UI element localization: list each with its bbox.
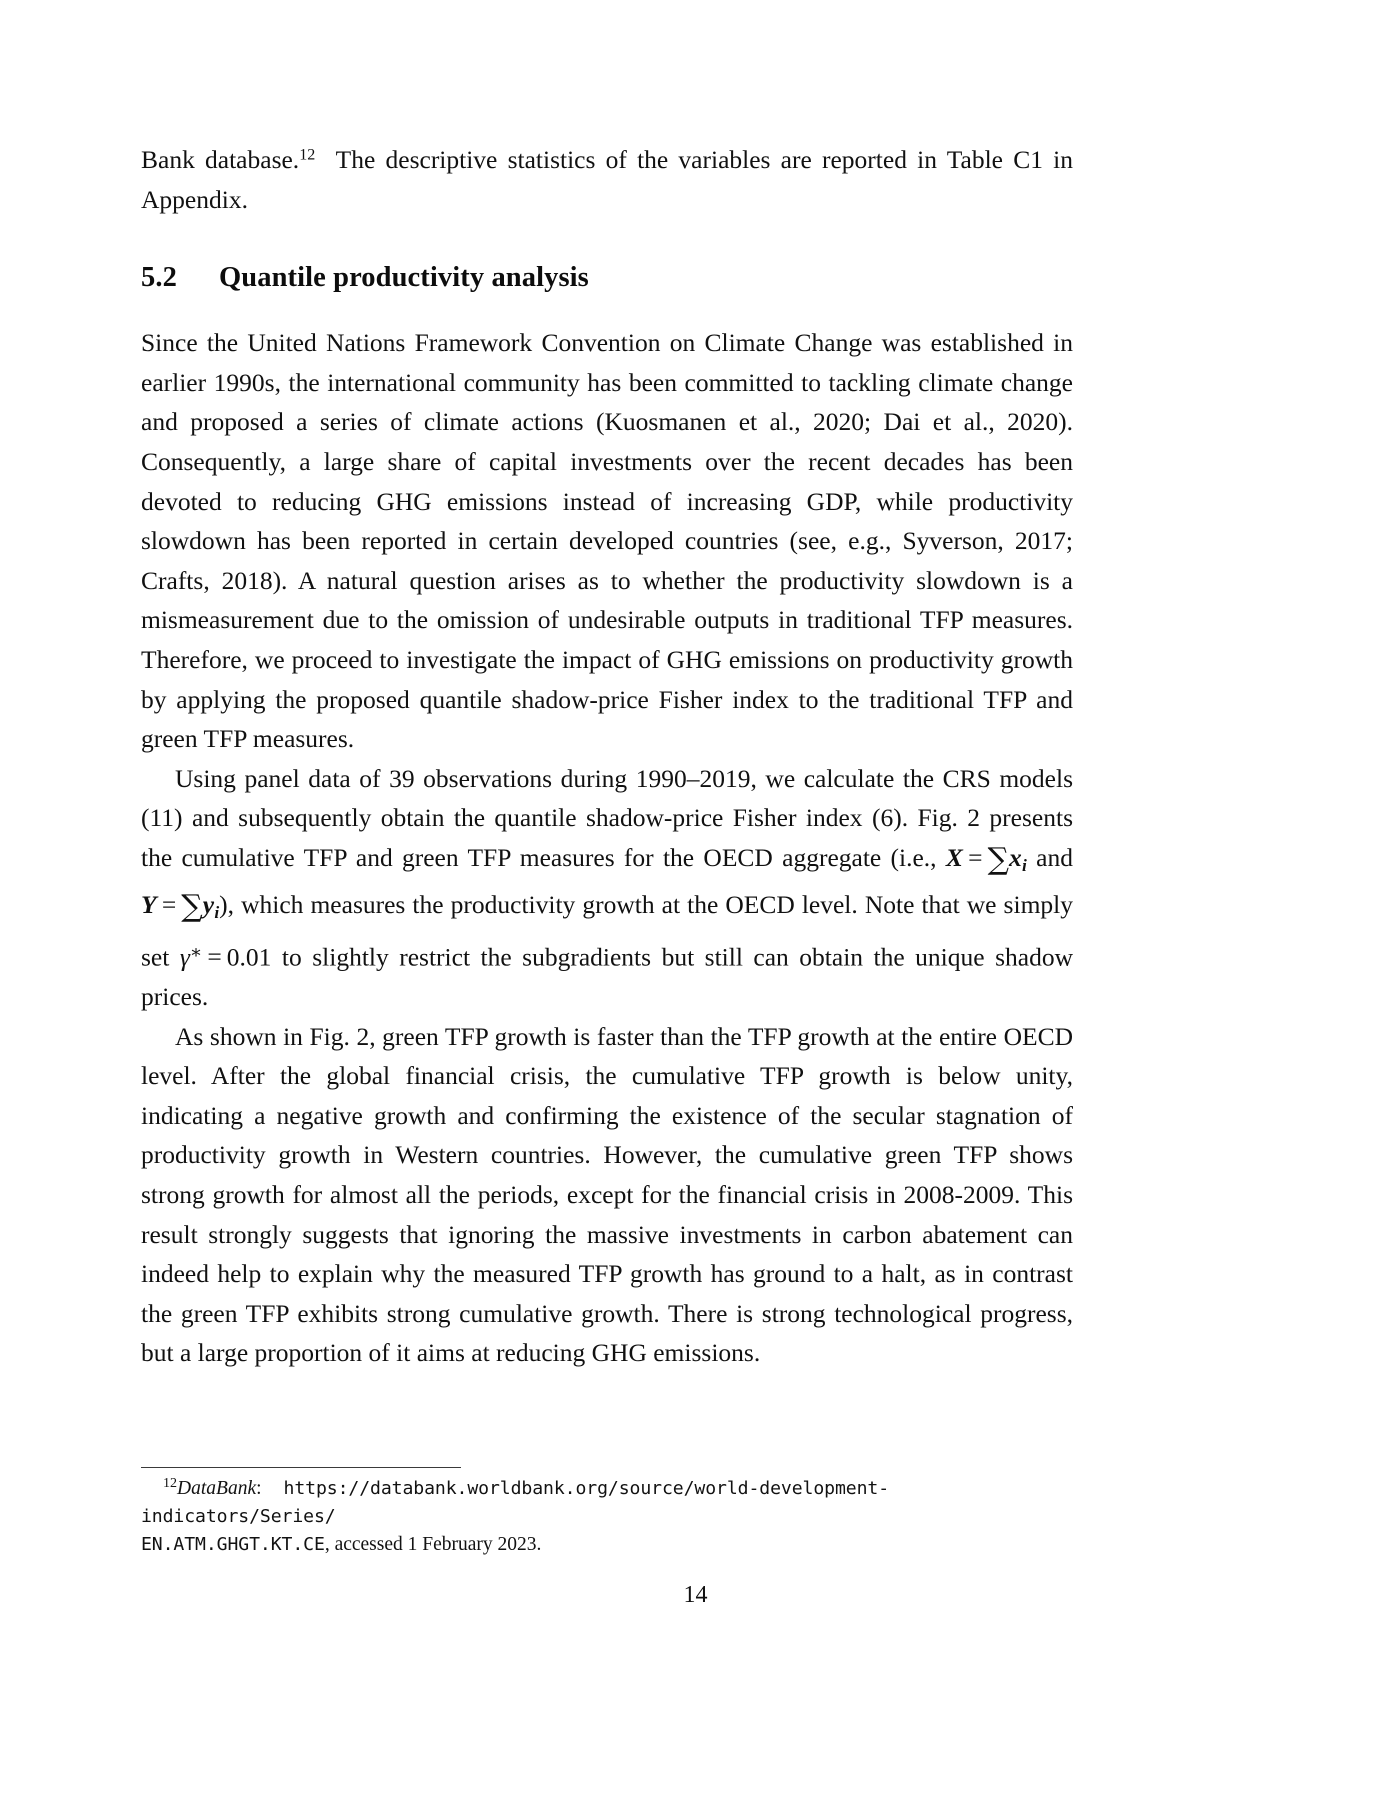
section-heading-5-2 — [141, 261, 1073, 295]
paragraph-unfccc: Since the United Nations Framework Convention on Climate Change was established in earlier 1990s, the international community has been committed to tackling climate change and proposed a series of climate actions (Kuosmanen et al., 2020; Dai et al., 2020). Consequently, a large share of capital investments over the recent decades has been devoted to reducing GHG emissions instead of increasing GDP, while productivity slowdown has been reported in certain developed countries (see, e.g., Syverson, 2017; Crafts, 2018). A natural question arises as to whether the productivity slowdown is a mismeasurement due to the omission of undesirable outputs in traditional TFP measures. Therefore, we proceed to investigate the impact of GHG emissions on productivity growth by applying the proposed quantile shadow-price Fisher index to the traditional TFP and green TFP measures. — [141, 328, 1073, 754]
footnote-access-note: , accessed 1 February 2023. — [324, 1534, 542, 1555]
paragraph-fig2-results: As shown in Fig. 2, green TFP growth is faster than the TFP growth at the entire OECD level. After the global financial crisis, the cumulative TFP growth is below unity, indicating a negative growth and confirming the existence of the secular stagnation of productivity growth in Western countries. However, the cumulative green TFP shows strong growth for almost all the periods, except for the financial crisis in 2008-2009. This result strongly suggests that ignoring the massive investments in carbon abatement can indeed help to explain why the measured TFP growth has ground to a halt, as in contrast the green TFP exhibits strong cumulative growth. There is strong technological progress, but a large proportion of it aims at reducing GHG emissions. — [141, 1021, 1073, 1368]
math-subscript-i-2: i — [214, 903, 220, 923]
math-symbol-y: y — [202, 890, 215, 920]
intro-text-before-footnote: Bank database. — [141, 145, 300, 174]
footnote-url-line-1[interactable]: https://databank.worldbank.org/source/world-development-indicators/Series/ — [141, 1478, 890, 1527]
footnote-colon: : — [256, 1478, 262, 1499]
intro-paragraph — [141, 140, 1073, 219]
math-symbol-X: X — [945, 842, 964, 872]
panel-data-segment-1: Using panel data of 39 observations during 1990–2019, we calculate the CRS models (11) and subsequently obtain the quantile shadow-price Fisher index (6). Fig. 2 presents the cumulative TFP and green TFP measures for the OECD aggregate (i.e., — [141, 763, 1073, 872]
footnote-separator-rule — [141, 1467, 461, 1468]
page-number: 14 — [683, 1582, 708, 1608]
panel-data-segment-4: to slightly restrict the subgradients but still can obtain the unique shadow prices. — [141, 942, 1073, 1012]
math-sum-symbol-2: ∑ — [181, 889, 203, 925]
footnote-marker-12[interactable]: 12 — [299, 146, 316, 164]
math-symbol-Y: Y — [141, 890, 157, 920]
footnote-source-label: DataBank — [177, 1478, 257, 1499]
section-number: 5.2 — [141, 262, 177, 294]
math-symbol-gamma: γ — [179, 942, 190, 972]
math-gamma-value: 0.01 — [226, 942, 272, 972]
paragraph-panel-data — [141, 759, 1073, 1017]
intro-text-after-footnote: The descriptive statistics of the variables are reported in Table C1 in Appendix. — [141, 145, 1074, 214]
math-equals-3: = — [207, 942, 222, 972]
footnote-number: 12 — [163, 1474, 178, 1491]
math-equals-2: = — [161, 890, 177, 920]
panel-data-segment-2: and — [1026, 842, 1073, 872]
page-body — [141, 140, 1073, 1373]
panel-data-segment-3: ), which measures the productivity growth at the OECD level. Note that we simply set — [141, 890, 1073, 972]
math-superscript-star: ∗ — [189, 941, 203, 962]
spacer-after-section — [141, 295, 1073, 323]
footnote-url-line-2[interactable]: EN.ATM.GHGT.KT.CE — [141, 1534, 325, 1555]
math-sum-symbol-1: ∑ — [987, 841, 1009, 877]
math-symbol-x: x — [1008, 842, 1023, 872]
math-subscript-i-1: i — [1022, 855, 1027, 875]
spacer-before-section — [141, 219, 1073, 261]
footnote-12 — [141, 1475, 1073, 1559]
footnote-area — [141, 1467, 1073, 1559]
section-title: Quantile productivity analysis — [219, 262, 589, 294]
math-equals-1: = — [968, 842, 983, 872]
